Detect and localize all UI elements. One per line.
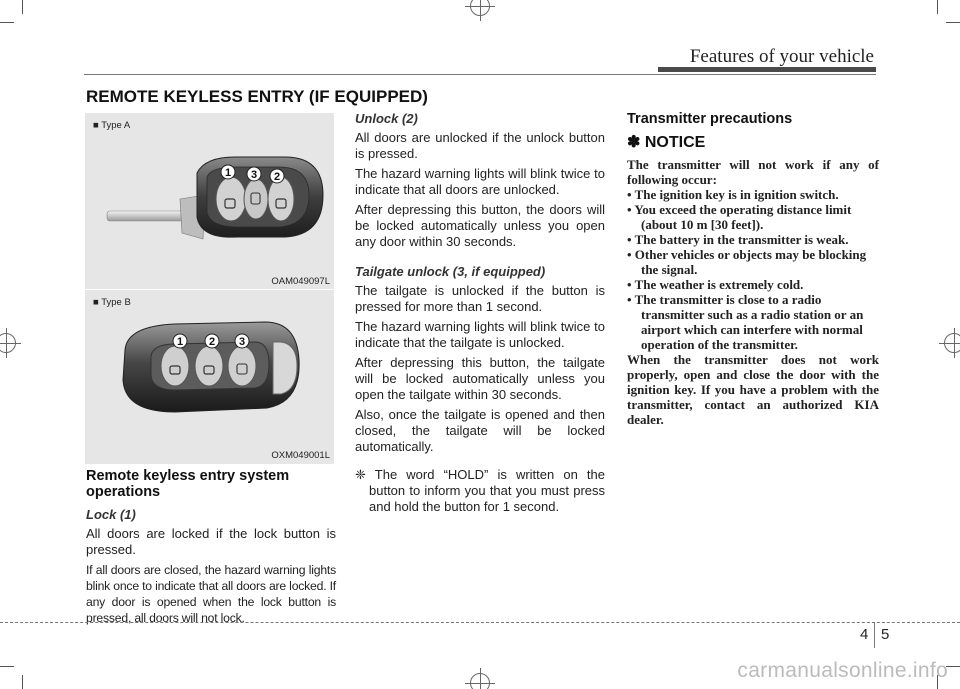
tailgate-paragraph: The tailgate is unlocked if the button is pressed for more than 1 second. [355,283,605,314]
notice-intro: The transmitter will not work if any of following occur: [627,157,879,187]
smart-key-type-b-illustration [85,290,334,465]
tailgate-paragraph: The hazard warning lights will blink twice to indicate that the tailgate is unlocked. [355,319,605,350]
notice-bullet: • The weather is extremely cold. [627,277,804,292]
section-title: REMOTE KEYLESS ENTRY (IF EQUIPPED) [86,87,428,106]
notice-closing: When the transmitter does not work properly, open and close the door with the ignition key. If you have a problem with the transmitter, contact an authorized KIA dealer. [627,352,879,427]
header-rule [84,74,876,75]
registration-mark [944,333,960,353]
notice-bullet: • You exceed the operating distance limit (about 10 m [30 feet]). [627,202,852,232]
figure-type-b [85,289,334,464]
page-number: 5 [881,626,890,643]
operations-heading: Remote keyless entry system operations [86,468,290,500]
column-2 [355,111,605,515]
tailgate-heading: Tailgate unlock (3, if equipped) [355,264,546,279]
notice-bullet: • Other vehicles or objects may be blocking the signal. [627,247,867,277]
notice-bullet: • The battery in the transmitter is weak. [627,232,849,247]
callout-1: 1 [224,167,232,179]
notice-bullet: • The transmitter is close to a radio transmitter such as a radio station or an airport which can interfere with normal operation of the transmitter. [627,292,864,352]
crop-mark [0,666,14,667]
callout-3: 3 [250,169,258,181]
figure-type-a [85,113,334,290]
unlock-heading: Unlock (2) [355,111,418,126]
callout-3: 3 [238,336,246,348]
chapter-number: 4 [860,626,869,643]
figure-code: OAM049097L [271,276,330,287]
registration-mark [0,333,16,353]
column-1 [86,468,336,626]
crop-mark [946,22,960,23]
crop-mark [22,675,23,689]
figure-type-label: ■ Type B [93,297,131,308]
crop-mark [937,0,938,14]
watermark: carmanualsonline.info [737,659,948,682]
callout-2: 2 [273,171,281,183]
header-bar [658,67,876,72]
lock-paragraph: All doors are locked if the lock button is pressed. [86,526,336,557]
hold-footnote: ❈ The word “HOLD” is written on the button to inform you that you must press and hold the button for 1 second. [355,467,605,514]
column-3 [627,111,879,427]
crop-mark [946,666,960,667]
lock-heading: Lock (1) [86,507,136,522]
unlock-paragraph: All doors are unlocked if the unlock button is pressed. [355,130,605,161]
notice-bullet: • The ignition key is in ignition switch. [627,187,839,202]
unlock-paragraph: The hazard warning lights will blink twice to indicate that all doors are unlocked. [355,166,605,197]
figure-code: OXM049001L [271,450,330,461]
footer-separator [874,622,875,648]
registration-mark [470,673,490,689]
crop-mark [0,22,14,23]
key-fob-type-a-illustration [85,113,334,290]
callout-1: 1 [176,336,184,348]
notice-title: ✽ NOTICE [627,134,706,151]
callout-2: 2 [208,336,216,348]
chapter-title: Features of your vehicle [689,46,874,67]
figure-type-label: ■ Type A [93,120,131,131]
lock-paragraph: If all doors are closed, the hazard warning lights blink once to indicate that all doors are locked. If any door is opened when the lock button is pressed, all doors will not lock. [86,563,336,625]
tailgate-paragraph: Also, once the tailgate is opened and then closed, the tailgate will be locked automatically. [355,407,605,454]
tailgate-paragraph: After depressing this button, the tailgate will be locked automatically unless you open the tailgate within 30 seconds. [355,355,605,402]
footer-rule [0,622,960,623]
registration-mark [470,0,490,16]
crop-mark [22,0,23,14]
unlock-paragraph: After depressing this button, the doors will be locked automatically unless you open any door within 30 seconds. [355,202,605,249]
callout-markers [173,334,249,348]
precautions-heading: Transmitter precautions [627,111,793,127]
